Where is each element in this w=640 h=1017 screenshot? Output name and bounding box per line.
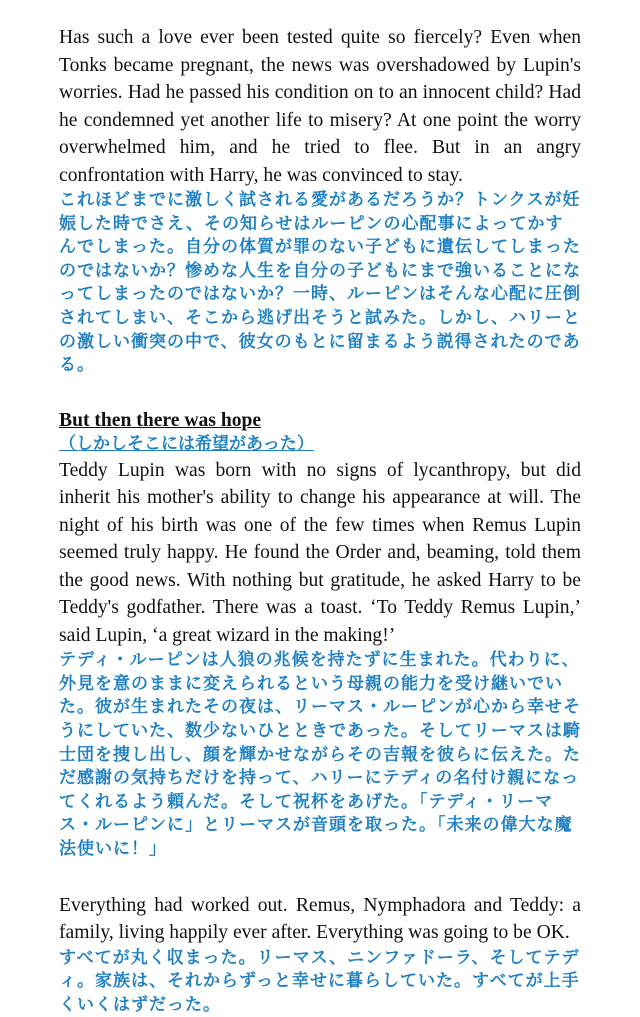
section-spacer xyxy=(59,862,581,892)
section-heading-japanese: （しかしそこには希望があった） xyxy=(59,433,314,454)
section-spacer xyxy=(59,378,581,408)
section-heading: But then there was hope xyxy=(59,409,262,431)
paragraph-english-3: Everything had worked out. Remus, Nymphadora and Teddy: a family, living happily ever after. Everything was going to be OK. xyxy=(59,894,581,944)
paragraph-japanese-2: テディ・ルーピンは人狼の兆候を持たずに生まれた。代わりに、外見を意のままに変えられるという母親の能力を受け継いでいた。彼が生まれたその夜は、リーマス・ルーピンが心から幸せそうにしていた、数少ないひとときであった。そしてリーマスは騎士団を捜し出し、顔を輝かせながらその吉報を彼らに伝えた。ただ感謝の気持ちだけを持って、ハリーにテディの名付け親になってくれるよう頼んだ。そして祝杯をあげた。「テディ・リーマス・ルーピンに」とリーマスが音頭を取った。「未来の偉大な魔法使いに！」 xyxy=(59,650,581,859)
paragraph-english-1: Has such a love ever been tested quite so fiercely? Even when Tonks became pregnant, the news was overshadowed by Lupin's worries. Had he passed his condition on to an innocent child? Had he condemned yet another life to misery? At one point the worry overwhelmed him, and he tried to flee. But in an angry confrontation with Harry, he was convinced to stay. xyxy=(59,27,581,186)
paragraph-japanese-3: すべてが丸く収まった。リーマス、ニンファドーラ、そしてテディ。家族は、それからずっと幸せに暮らしていた。すべてが上手くいくはずだった。 xyxy=(59,947,580,1015)
document-page xyxy=(59,24,581,1017)
paragraph-japanese-1: これほどまでに激しく試される愛があるだろうか？トンクスが妊娠した時でさえ、その知らせはルーピンの心配事によってかすんでしまった。自分の体質が罪のない子どもに遺伝してしまったのではないか？惨めな人生を自分の子どもにまで強いることになってしまったのではないか？一時、ルーピンはそんな心配に圧倒されてしまい、そこから逃げ出そうと試みた。しかし、ハリーとの激しい衝突の中で、彼女のもとに留まるよう説得されたのである。 xyxy=(59,190,581,376)
paragraph-english-2: Teddy Lupin was born with no signs of lycanthropy, but did inherit his mother's ability to change his appearance at will. The night of his birth was one of the few times when Remus Lupin seemed truly happy. He found the Order and, beaming, told them the good news. With nothing but gratitude, he asked Harry to be Teddy's godfather. There was a toast. ‘To Teddy Remus Lupin,’ said Lupin, ‘a great wizard in the making!’ xyxy=(59,459,581,646)
